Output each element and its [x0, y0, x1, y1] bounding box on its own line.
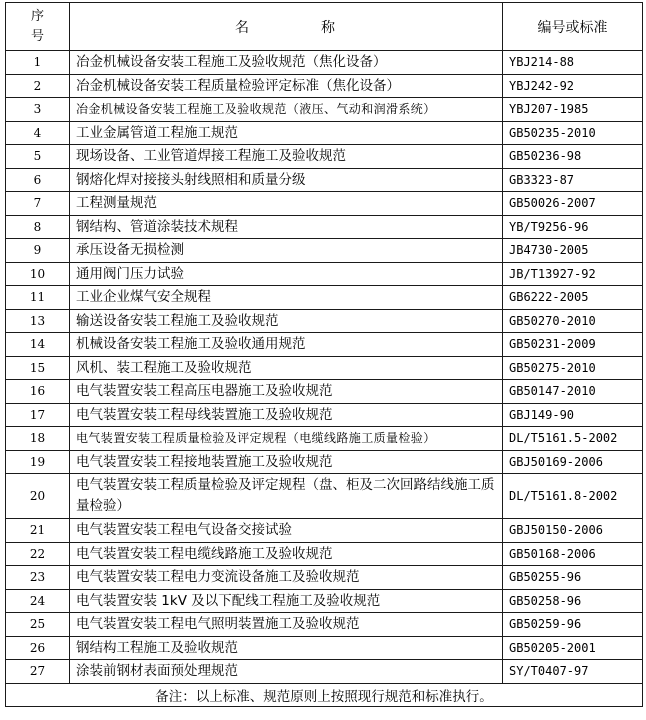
row-name: 冶金机械设备安装工程施工及验收规范（液压、气动和润滑系统）: [70, 98, 503, 122]
row-number: 15: [6, 356, 70, 380]
row-number: 5: [6, 145, 70, 169]
row-name: 电气装置安装工程电气照明装置施工及验收规范: [70, 613, 503, 637]
row-code: YB/T9256-96: [503, 215, 643, 239]
row-code: GBJ50150-2006: [503, 519, 643, 543]
row-number: 26: [6, 636, 70, 660]
row-number: 18: [6, 427, 70, 451]
table-row: [6, 98, 643, 122]
table-row: [6, 613, 643, 637]
row-name: 钢结构工程施工及验收规范: [70, 636, 503, 660]
table-row: [6, 192, 643, 216]
row-name: 电气装置安装 1kV 及以下配线工程施工及验收规范: [70, 589, 503, 613]
header-no-bottom: 号: [30, 28, 44, 44]
row-number: 1: [6, 51, 70, 75]
table-row: [6, 542, 643, 566]
row-name: 电气装置安装工程母线装置施工及验收规范: [70, 403, 503, 427]
table-row: [6, 121, 643, 145]
row-name: 涂装前钢材表面预处理规范: [70, 660, 503, 684]
row-code: JB/T13927-92: [503, 262, 643, 286]
header-code-cell: 编号或标准: [503, 3, 643, 51]
row-name: 冶金机械设备安装工程施工及验收规范（焦化设备）: [70, 51, 503, 75]
row-number: 4: [6, 121, 70, 145]
row-number: 2: [6, 74, 70, 98]
table-row: [6, 262, 643, 286]
row-number: 13: [6, 309, 70, 333]
table-row: [6, 74, 643, 98]
row-code: YBJ207-1985: [503, 98, 643, 122]
header-name-cell: [70, 3, 503, 51]
row-name: 输送设备安装工程施工及验收规范: [70, 309, 503, 333]
row-number: 27: [6, 660, 70, 684]
row-number: 6: [6, 168, 70, 192]
row-number: 24: [6, 589, 70, 613]
row-code: GB50259-96: [503, 613, 643, 637]
row-code: GB50270-2010: [503, 309, 643, 333]
table-row: [6, 286, 643, 310]
row-code: DL/T5161.5-2002: [503, 427, 643, 451]
table-row: [6, 239, 643, 263]
row-code: GB50205-2001: [503, 636, 643, 660]
table-row: [6, 145, 643, 169]
row-number: 16: [6, 380, 70, 404]
table-row: [6, 380, 643, 404]
table-row: [6, 333, 643, 357]
table-row: [6, 474, 643, 519]
row-code: GB50147-2010: [503, 380, 643, 404]
row-number: 10: [6, 262, 70, 286]
row-number: 19: [6, 450, 70, 474]
standards-table: [5, 2, 643, 707]
header-name-b: 称: [321, 19, 337, 36]
row-name: 电气装置安装工程电缆线路施工及验收规范: [70, 542, 503, 566]
table-row: [6, 427, 643, 451]
row-code: GB50168-2006: [503, 542, 643, 566]
row-number: 14: [6, 333, 70, 357]
row-name: 钢结构、管道涂装技术规程: [70, 215, 503, 239]
row-name: 电气装置安装工程接地装置施工及验收规范: [70, 450, 503, 474]
row-code: GBJ149-90: [503, 403, 643, 427]
header-no-cell: [6, 3, 70, 51]
row-code: GB3323-87: [503, 168, 643, 192]
row-name: 工业企业煤气安全规程: [70, 286, 503, 310]
row-name: 电气装置安装工程电力变流设备施工及验收规范: [70, 566, 503, 590]
row-name: 现场设备、工业管道焊接工程施工及验收规范: [70, 145, 503, 169]
row-number: 23: [6, 566, 70, 590]
row-number: 25: [6, 613, 70, 637]
row-name: 电气装置安装工程质量检验及评定规程（电缆线路施工质量检验）: [70, 427, 503, 451]
row-code: YBJ242-92: [503, 74, 643, 98]
table-row: [6, 636, 643, 660]
row-name: 工程测量规范: [70, 192, 503, 216]
row-code: GB50236-98: [503, 145, 643, 169]
row-name: 电气装置安装工程质量检验及评定规程（盘、柜及二次回路结线施工质量检验）: [70, 474, 503, 519]
table-header-row: [6, 3, 643, 51]
row-number: 9: [6, 239, 70, 263]
row-code: GB50235-2010: [503, 121, 643, 145]
row-name: 电气装置安装工程电气设备交接试验: [70, 519, 503, 543]
row-code: GB50231-2009: [503, 333, 643, 357]
row-number: 7: [6, 192, 70, 216]
table-row: [6, 450, 643, 474]
row-name: 工业金属管道工程施工规范: [70, 121, 503, 145]
row-name: 冶金机械设备安装工程质量检验评定标准（焦化设备）: [70, 74, 503, 98]
header-no-top: 序: [30, 8, 44, 24]
row-number: 17: [6, 403, 70, 427]
row-number: 11: [6, 286, 70, 310]
table-row: [6, 660, 643, 684]
row-name: 机械设备安装工程施工及验收通用规范: [70, 333, 503, 357]
table-row: [6, 403, 643, 427]
row-code: GB50258-96: [503, 589, 643, 613]
table-row: [6, 309, 643, 333]
row-code: GBJ50169-2006: [503, 450, 643, 474]
row-code: SY/T0407-97: [503, 660, 643, 684]
table-row: [6, 566, 643, 590]
table-row: [6, 215, 643, 239]
row-number: 21: [6, 519, 70, 543]
header-name-a: 名: [235, 19, 251, 36]
row-code: GB50255-96: [503, 566, 643, 590]
row-number: 22: [6, 542, 70, 566]
table-row: [6, 519, 643, 543]
note-row: [6, 683, 643, 706]
row-code: JB4730-2005: [503, 239, 643, 263]
row-number: 20: [6, 474, 70, 519]
row-code: YBJ214-88: [503, 51, 643, 75]
row-name: 通用阀门压力试验: [70, 262, 503, 286]
row-number: 8: [6, 215, 70, 239]
row-name: 钢熔化焊对接接头射线照相和质量分级: [70, 168, 503, 192]
row-code: GB6222-2005: [503, 286, 643, 310]
row-name: 承压设备无损检测: [70, 239, 503, 263]
row-name: 电气装置安装工程高压电器施工及验收规范: [70, 380, 503, 404]
row-code: GB50275-2010: [503, 356, 643, 380]
table-row: [6, 168, 643, 192]
table-row: [6, 589, 643, 613]
table-row: [6, 356, 643, 380]
note-text: 备注：以上标准、规范原则上按照现行规范和标准执行。: [6, 683, 643, 706]
table-row: [6, 51, 643, 75]
row-code: GB50026-2007: [503, 192, 643, 216]
row-code: DL/T5161.8-2002: [503, 474, 643, 519]
row-name: 风机、装工程施工及验收规范: [70, 356, 503, 380]
row-number: 3: [6, 98, 70, 122]
